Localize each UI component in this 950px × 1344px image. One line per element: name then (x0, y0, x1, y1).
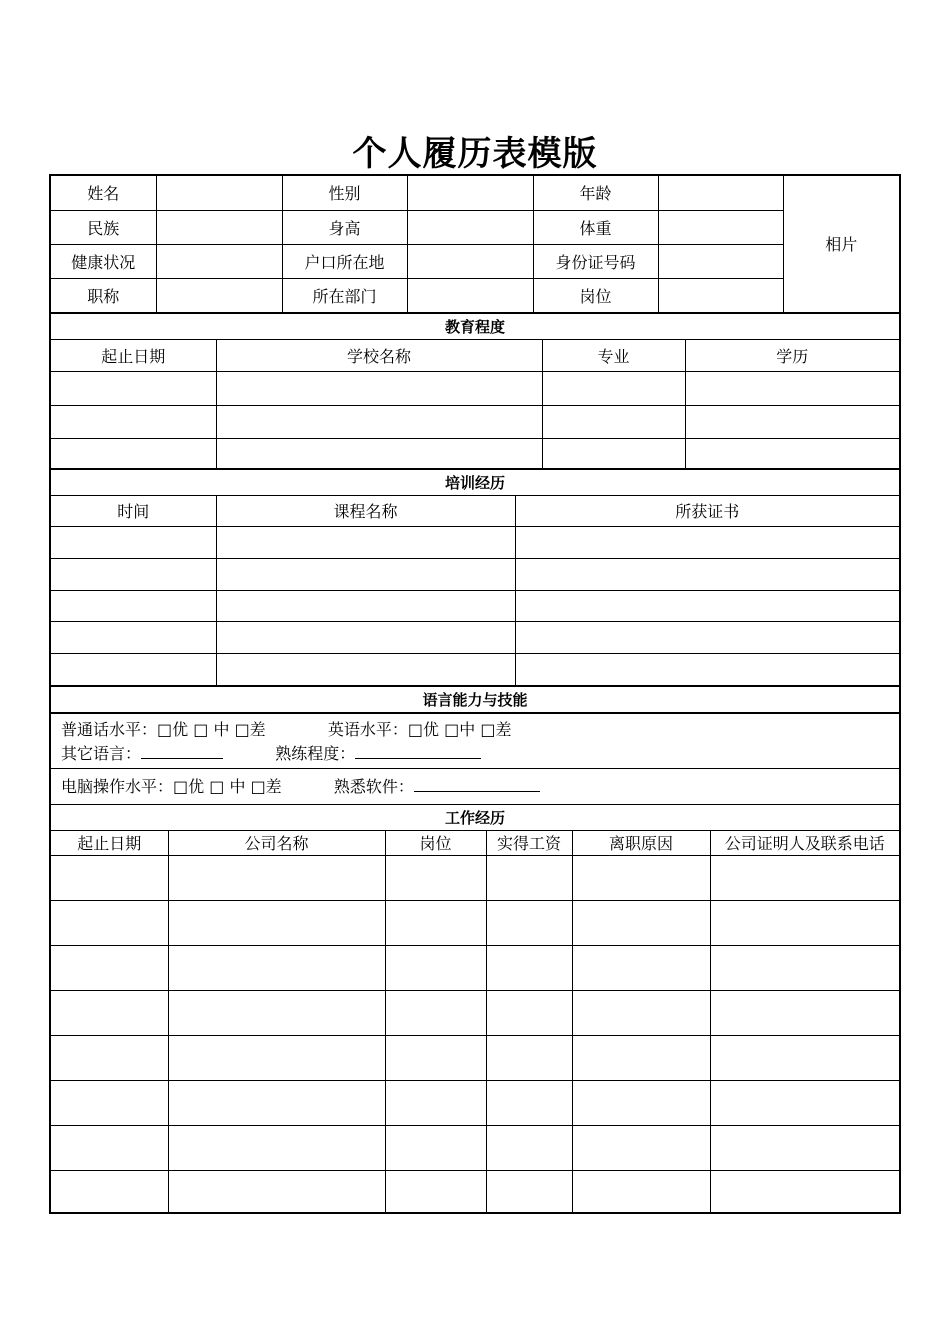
edu-header-dates: 起止日期 (51, 339, 216, 371)
work-cell[interactable] (572, 900, 710, 945)
table-row (51, 558, 899, 590)
edu-cell[interactable] (216, 405, 542, 438)
work-cell[interactable] (168, 945, 385, 990)
work-cell[interactable] (385, 990, 486, 1035)
education-table (51, 313, 899, 469)
edu-cell[interactable] (685, 438, 899, 468)
table-row (51, 621, 899, 653)
computer-option-poor[interactable]: □差 (250, 776, 282, 796)
table-row (51, 990, 899, 1035)
work-cell[interactable] (385, 1035, 486, 1080)
height-label: 身高 (282, 210, 407, 244)
work-cell[interactable] (486, 1125, 572, 1170)
work-cell[interactable] (572, 990, 710, 1035)
document-title: 个人履历表模版 (352, 134, 598, 174)
work-cell[interactable] (710, 855, 899, 900)
mandarin-option-poor[interactable]: □差 (234, 719, 266, 739)
training-cell[interactable] (515, 590, 899, 621)
computer-option-mid-box[interactable]: □ (209, 776, 225, 796)
work-cell[interactable] (385, 900, 486, 945)
table-row (51, 526, 899, 558)
work-cell[interactable] (51, 990, 168, 1035)
work-cell[interactable] (168, 990, 385, 1035)
name-field[interactable] (156, 176, 282, 210)
training-table (51, 469, 899, 686)
computer-option-excellent[interactable]: □优 (173, 776, 205, 796)
edu-header-major: 专业 (542, 339, 685, 371)
edu-cell[interactable] (685, 405, 899, 438)
name-label: 姓名 (51, 176, 156, 210)
gender-label: 性别 (282, 176, 407, 210)
table-row (51, 590, 899, 621)
work-cell[interactable] (51, 945, 168, 990)
mandarin-option-mid: 中 (213, 719, 230, 739)
work-cell[interactable] (572, 945, 710, 990)
work-cell[interactable] (572, 1080, 710, 1125)
edu-cell[interactable] (542, 405, 685, 438)
department-label: 所在部门 (282, 278, 407, 312)
work-cell[interactable] (486, 1035, 572, 1080)
work-cell[interactable] (51, 1035, 168, 1080)
work-cell[interactable] (168, 1170, 385, 1214)
edu-header-school: 学校名称 (216, 339, 542, 371)
training-cell[interactable] (515, 558, 899, 590)
skills-section-title: 语言能力与技能 (51, 686, 899, 712)
id-number-label: 身份证号码 (533, 244, 658, 278)
position-label: 岗位 (533, 278, 658, 312)
work-cell[interactable] (385, 945, 486, 990)
computer-skill-line (51, 768, 899, 804)
table-row (51, 1125, 899, 1170)
english-label: 英语水平： (327, 719, 408, 739)
work-header-salary: 实得工资 (486, 830, 572, 855)
work-cell[interactable] (51, 900, 168, 945)
training-cell[interactable] (216, 621, 515, 653)
health-label: 健康状况 (51, 244, 156, 278)
id-number-field[interactable] (658, 244, 783, 278)
work-cell[interactable] (51, 1170, 168, 1214)
edu-cell[interactable] (51, 371, 216, 405)
training-cell[interactable] (51, 653, 216, 685)
table-row (51, 1035, 899, 1080)
work-cell[interactable] (710, 1170, 899, 1214)
department-field[interactable] (407, 278, 533, 312)
edu-cell[interactable] (51, 405, 216, 438)
computer-label: 电脑操作水平： (61, 776, 174, 796)
table-row (51, 855, 899, 900)
edu-cell[interactable] (216, 371, 542, 405)
work-cell[interactable] (168, 900, 385, 945)
job-title-label: 职称 (51, 278, 156, 312)
height-field[interactable] (407, 210, 533, 244)
photo-label: 相片 (825, 235, 858, 255)
training-cell[interactable] (216, 526, 515, 558)
work-cell[interactable] (710, 945, 899, 990)
training-cell[interactable] (515, 526, 899, 558)
work-table (51, 804, 899, 1215)
work-cell[interactable] (486, 945, 572, 990)
work-cell[interactable] (168, 855, 385, 900)
table-row (51, 900, 899, 945)
work-header-reference: 公司证明人及联系电话 (710, 830, 899, 855)
software-blank[interactable] (414, 777, 540, 792)
training-section-title: 培训经历 (51, 469, 899, 495)
table-row (51, 945, 899, 990)
language-line-1 (61, 718, 899, 742)
hukou-field[interactable] (407, 244, 533, 278)
work-cell[interactable] (486, 855, 572, 900)
work-cell[interactable] (51, 855, 168, 900)
work-cell[interactable] (572, 1125, 710, 1170)
english-option-mid-box[interactable]: □ (444, 719, 460, 739)
training-cell[interactable] (216, 653, 515, 685)
table-row (51, 1170, 899, 1214)
work-cell[interactable] (385, 1125, 486, 1170)
work-cell[interactable] (385, 1170, 486, 1214)
basic-info-table (51, 176, 899, 313)
mandarin-label: 普通话水平： (61, 719, 158, 739)
weight-label: 体重 (533, 210, 658, 244)
hukou-label: 户口所在地 (282, 244, 407, 278)
weight-field[interactable] (658, 210, 783, 244)
proficiency-blank[interactable] (355, 744, 481, 759)
work-cell[interactable] (710, 1080, 899, 1125)
age-field[interactable] (658, 176, 783, 210)
language-block (51, 713, 899, 768)
education-section-title: 教育程度 (51, 313, 899, 339)
work-cell[interactable] (572, 1170, 710, 1214)
table-row (51, 653, 899, 685)
software-label: 熟悉软件： (333, 776, 414, 796)
work-cell[interactable] (51, 1080, 168, 1125)
computer-option-mid: 中 (229, 776, 246, 796)
work-cell[interactable] (486, 1170, 572, 1214)
training-cell[interactable] (51, 558, 216, 590)
work-cell[interactable] (168, 1125, 385, 1170)
table-row (51, 371, 899, 405)
position-field[interactable] (658, 278, 783, 312)
edu-cell[interactable] (542, 371, 685, 405)
work-cell[interactable] (486, 900, 572, 945)
training-cell[interactable] (515, 621, 899, 653)
job-title-field[interactable] (156, 278, 282, 312)
training-cell[interactable] (216, 558, 515, 590)
work-cell[interactable] (710, 990, 899, 1035)
other-language-label: 其它语言： (61, 743, 142, 763)
age-label: 年龄 (533, 176, 658, 210)
training-cell[interactable] (51, 590, 216, 621)
photo-box[interactable] (783, 176, 899, 312)
edu-cell[interactable] (542, 438, 685, 468)
proficiency-label: 熟练程度： (275, 743, 356, 763)
training-cell[interactable] (216, 590, 515, 621)
work-cell[interactable] (710, 900, 899, 945)
table-row (51, 405, 899, 438)
resume-form (49, 174, 901, 1214)
language-line-2 (61, 742, 899, 766)
work-cell[interactable] (710, 1125, 899, 1170)
mandarin-option-excellent[interactable]: □优 (157, 719, 189, 739)
training-header-certificate: 所获证书 (515, 495, 899, 526)
table-row (51, 1080, 899, 1125)
work-header-company: 公司名称 (168, 830, 385, 855)
gender-field[interactable] (407, 176, 533, 210)
edu-cell[interactable] (51, 438, 216, 468)
training-cell[interactable] (51, 621, 216, 653)
health-field[interactable] (156, 244, 282, 278)
english-option-mid: 中 (459, 719, 476, 739)
english-option-excellent[interactable]: □优 (407, 719, 440, 739)
mandarin-option-mid-box[interactable]: □ (193, 719, 209, 739)
work-header-position: 岗位 (385, 830, 486, 855)
work-cell[interactable] (385, 1080, 486, 1125)
work-header-leave-reason: 离职原因 (572, 830, 710, 855)
other-language-blank[interactable] (141, 744, 223, 759)
ethnicity-field[interactable] (156, 210, 282, 244)
english-option-poor[interactable]: □差 (480, 719, 512, 739)
work-cell[interactable] (168, 1035, 385, 1080)
work-cell[interactable] (486, 1080, 572, 1125)
work-cell[interactable] (572, 855, 710, 900)
work-cell[interactable] (168, 1080, 385, 1125)
table-row (51, 438, 899, 468)
training-cell[interactable] (515, 653, 899, 685)
work-cell[interactable] (572, 1035, 710, 1080)
skills-section-header (51, 686, 899, 713)
work-cell[interactable] (486, 990, 572, 1035)
training-header-course: 课程名称 (216, 495, 515, 526)
edu-header-degree: 学历 (685, 339, 899, 371)
edu-cell[interactable] (685, 371, 899, 405)
work-section-title: 工作经历 (51, 804, 899, 830)
work-cell[interactable] (385, 855, 486, 900)
work-block (51, 804, 899, 1215)
work-cell[interactable] (51, 1125, 168, 1170)
work-header-dates: 起止日期 (51, 830, 168, 855)
work-cell[interactable] (710, 1035, 899, 1080)
ethnicity-label: 民族 (51, 210, 156, 244)
training-header-time: 时间 (51, 495, 216, 526)
edu-cell[interactable] (216, 438, 542, 468)
training-cell[interactable] (51, 526, 216, 558)
